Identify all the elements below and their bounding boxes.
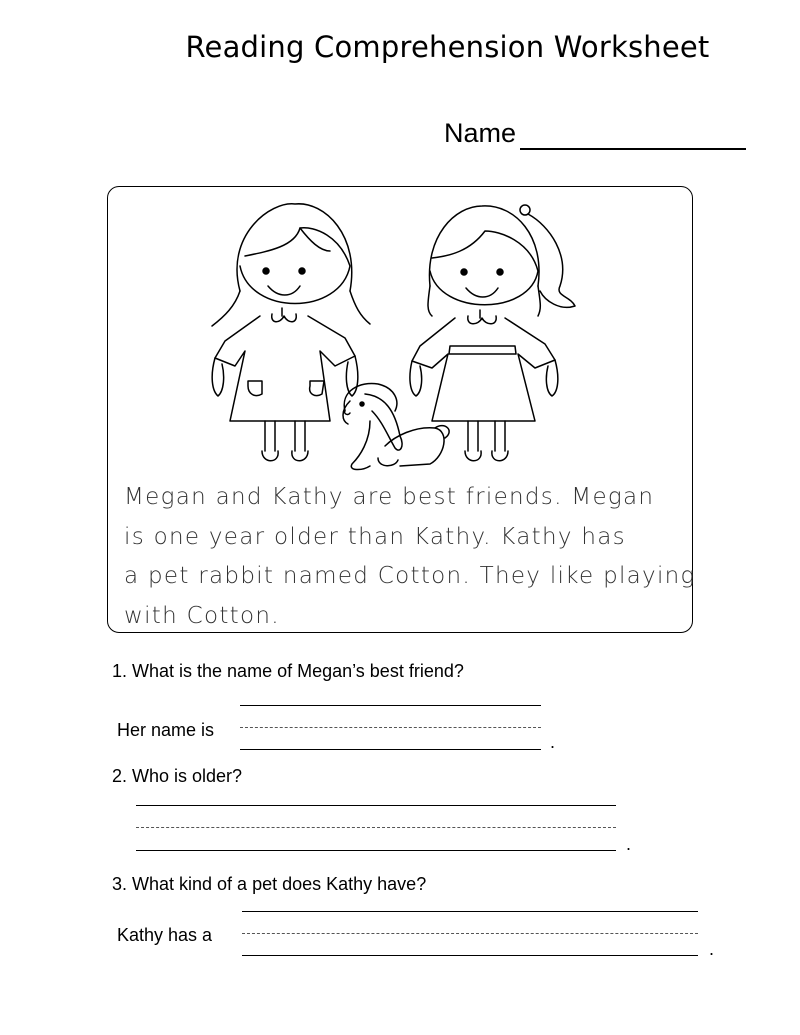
q1-answer-base-line[interactable] [240,749,541,750]
q2-answer-mid-line[interactable] [136,827,616,828]
q2-answer-top-line[interactable] [136,805,616,806]
q3-answer-mid-line[interactable] [242,933,698,934]
girls-and-rabbit-illustration [200,196,600,476]
q1-answer-mid-line[interactable] [240,727,541,728]
q1-answer-top-line[interactable] [240,705,541,706]
q2-answer-base-line[interactable] [136,850,616,851]
q3-answer-base-line[interactable] [242,955,698,956]
name-write-line[interactable] [520,148,746,150]
question-1: 1. What is the name of Megan’s best friend? [112,661,464,681]
name-label: Name [444,118,517,148]
q1-prompt: Her name is [117,720,215,740]
story-line: a pet rabbit named Cotton. They like playing [124,563,696,589]
q3-period: . [709,939,715,959]
rabbit-drawing [343,383,449,469]
q1-period: . [550,732,556,752]
story-line: Megan and Kathy are best friends. Megan [124,484,655,510]
story-line: is one year older than Kathy. Kathy has [124,523,626,550]
story-text [124,478,696,636]
q2-period: . [626,834,632,854]
girl-right-drawing [410,205,575,461]
worksheet-title: Reading Comprehension Worksheet [185,30,710,64]
q3-prompt: Kathy has a [117,925,213,945]
question-2: 2. Who is older? [112,766,243,786]
story-line: with Cotton. [124,602,280,629]
q3-answer-top-line[interactable] [242,911,698,912]
question-3: 3. What kind of a pet does Kathy have? [112,874,427,894]
